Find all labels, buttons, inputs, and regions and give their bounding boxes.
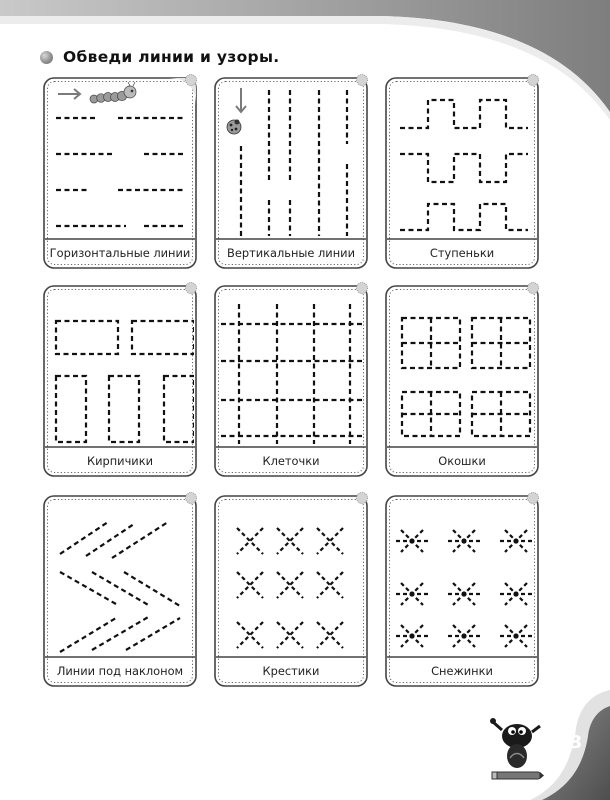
- arrow-down-icon: [236, 88, 246, 112]
- card-label: Вертикальные линии: [227, 246, 355, 260]
- pattern-horizontal-lines: [46, 80, 194, 236]
- pattern-cells: [217, 288, 365, 444]
- pattern-snowflakes: [388, 498, 536, 654]
- page-number: 3: [569, 731, 583, 753]
- title-text: Обведи линии и узоры.: [63, 48, 280, 66]
- card-label: Линии под наклоном: [56, 664, 184, 678]
- card-cells: [211, 282, 371, 480]
- bullet-icon: [40, 51, 53, 64]
- card-snowflakes: [382, 492, 542, 690]
- pattern-steps: [388, 80, 536, 236]
- arrow-right-icon: [58, 89, 80, 99]
- card-bricks: [40, 282, 200, 480]
- mascot-icon: [490, 716, 544, 786]
- pattern-slanted-lines: [46, 498, 194, 654]
- ladybug-icon: [227, 120, 241, 135]
- pattern-crosses: [217, 498, 365, 654]
- card-label: Крестики: [262, 664, 320, 678]
- pattern-windows: [388, 288, 536, 444]
- card-slanted-lines: [40, 492, 200, 690]
- card-label: Кирпичики: [87, 454, 153, 468]
- card-label: Снежинки: [431, 664, 493, 678]
- card-label: Горизонтальные линии: [49, 246, 191, 260]
- card-horizontal-lines: [40, 74, 200, 272]
- pattern-bricks: [46, 288, 194, 444]
- card-label: Клеточки: [262, 454, 320, 468]
- caterpillar-icon: [90, 82, 136, 103]
- card-steps: [382, 74, 542, 272]
- card-windows: [382, 282, 542, 480]
- card-label: Окошки: [438, 454, 486, 468]
- card-vertical-lines: [211, 74, 371, 272]
- card-crosses: [211, 492, 371, 690]
- exercise-title: [40, 44, 279, 70]
- card-label: Ступеньки: [429, 246, 495, 260]
- pattern-vertical-lines: [217, 80, 365, 236]
